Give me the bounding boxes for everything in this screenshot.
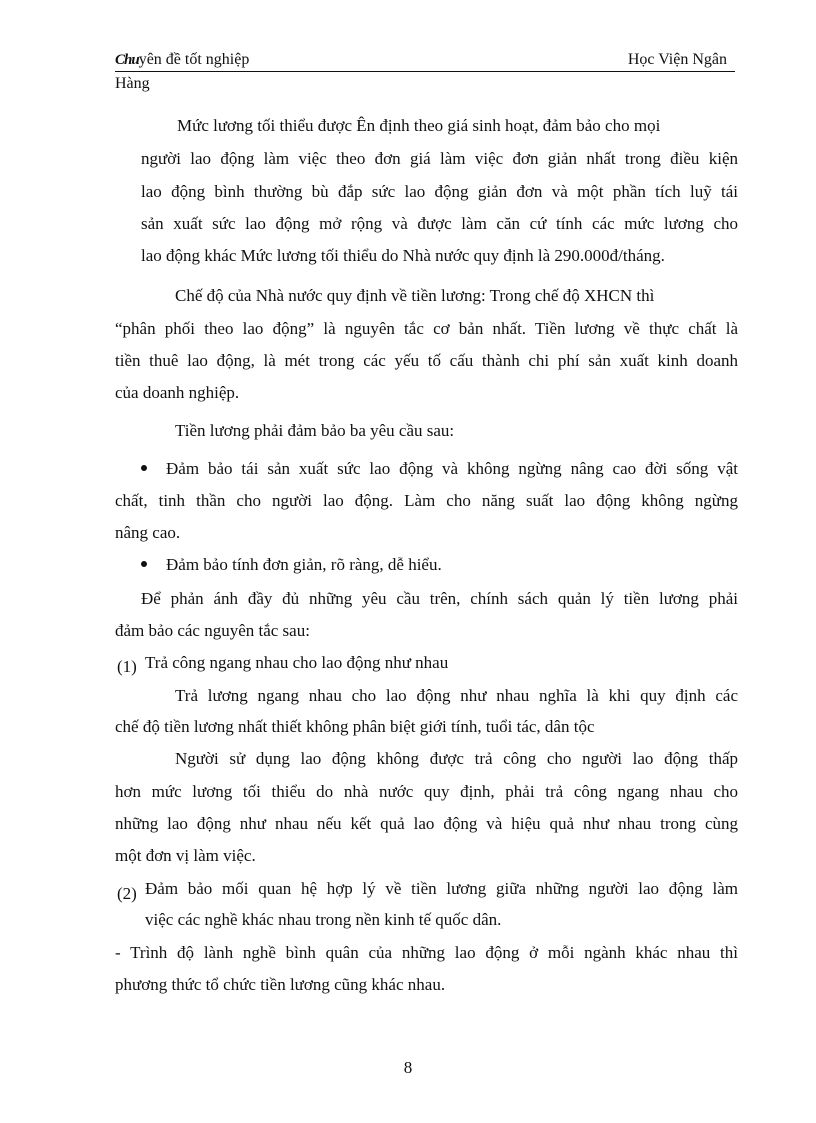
bullet-1-line-3: nâng cao.: [115, 523, 181, 542]
header-right-text: Học Viện Ngân: [627, 51, 727, 68]
paragraph-2-line-3: tiền thuê lao động, là mét trong các yếu tố cấu thành chi phí sản xuất kinh doanh: [115, 351, 738, 370]
paragraph-6-line-4: một đơn vị làm việc.: [115, 846, 256, 865]
item-2-number: (2): [117, 884, 137, 903]
header-right-continuation: Hàng: [115, 75, 150, 92]
paragraph-7-line-1: - Trình độ lành nghề bình quân của những lao động ở mỗi ngành khác nhau thì: [115, 943, 738, 962]
paragraph-5-line-2: chế độ tiền lương nhất thiết không phân biệt giới tính, tuổi tác, dân tộc: [115, 717, 595, 736]
item-2-heading-line-1: Đảm bảo mối quan hệ hợp lý về tiền lương giữa những người lao động làm: [145, 879, 738, 898]
paragraph-1-line-4: sản xuất sức lao động mở rộng và được làm căn cứ tính các mức lương cho: [141, 214, 738, 233]
paragraph-1-line-1: Mức lương tối thiểu được Ên định theo giá sinh hoạt, đảm bảo cho mọi: [177, 116, 661, 135]
paragraph-6-line-2: hơn mức lương tối thiểu do nhà nước quy định, phải trả công ngang nhau cho: [115, 782, 738, 801]
item-2-heading-line-2: việc các nghề khác nhau trong nền kinh tế quốc dân.: [145, 910, 502, 929]
item-1-number: (1): [117, 657, 137, 676]
header-left: [115, 50, 249, 70]
page-number: 8: [403, 1058, 413, 1077]
paragraph-6-line-1: Người sử dụng lao động không được trả công cho người lao động thấp: [175, 749, 738, 768]
bullet-1-dot: [141, 465, 147, 471]
paragraph-5-line-1: Trả lương ngang nhau cho lao động như nhau nghĩa là khi quy định các: [175, 686, 738, 705]
bullet-2-text: Đảm bảo tính đơn giản, rõ ràng, dễ hiểu.: [166, 555, 442, 574]
paragraph-1-line-2: người lao động làm việc theo đơn giá làm việc đơn giản nhất trong điều kiện: [141, 149, 738, 168]
paragraph-7-line-2: phương thức tổ chức tiền lương cũng khác nhau.: [115, 975, 446, 994]
header-rule: [115, 50, 735, 72]
paragraph-2-line-1: Chế độ của Nhà nước quy định về tiền lương: Trong chế độ XHCN thì: [175, 286, 655, 305]
bullet-1-line-1: Đảm bảo tái sản xuất sức lao động và không ngừng nâng cao đời sống vật: [166, 459, 738, 478]
bullet-1-line-2: chất, tinh thần cho người lao động. Làm cho năng suất lao động không ngừng: [115, 491, 738, 510]
paragraph-1-line-3: lao động bình thường bù đắp sức lao động giản đơn và một phần tích luỹ tái: [141, 182, 738, 201]
paragraph-1-line-5: lao động khác Mức lương tối thiểu do Nhà nước quy định là 290.000đ/tháng.: [141, 246, 665, 265]
header-left-mark: Chu: [115, 52, 139, 68]
paragraph-4-line-2: đảm bảo các nguyên tắc sau:: [115, 621, 310, 640]
paragraph-4-line-1: Để phản ánh đầy đủ những yêu cầu trên, chính sách quản lý tiền lương phải: [141, 589, 738, 608]
paragraph-2-line-2: “phân phối theo lao động” là nguyên tắc cơ bản nhất. Tiền lương về thực chất là: [115, 319, 738, 338]
bullet-2-dot: [141, 561, 147, 567]
paragraph-2-line-4: của doanh nghiệp.: [115, 383, 240, 402]
header-left-text: yên đề tốt nghiệp: [138, 51, 250, 68]
page-header: [115, 50, 735, 94]
paragraph-6-line-3: những lao động như nhau nếu kết quả lao động và hiệu quả như nhau trong cùng: [115, 814, 738, 833]
paragraph-3: Tiền lương phải đảm bảo ba yêu cầu sau:: [175, 421, 455, 440]
item-1-heading: Trả công ngang nhau cho lao động như nhau: [145, 653, 449, 672]
